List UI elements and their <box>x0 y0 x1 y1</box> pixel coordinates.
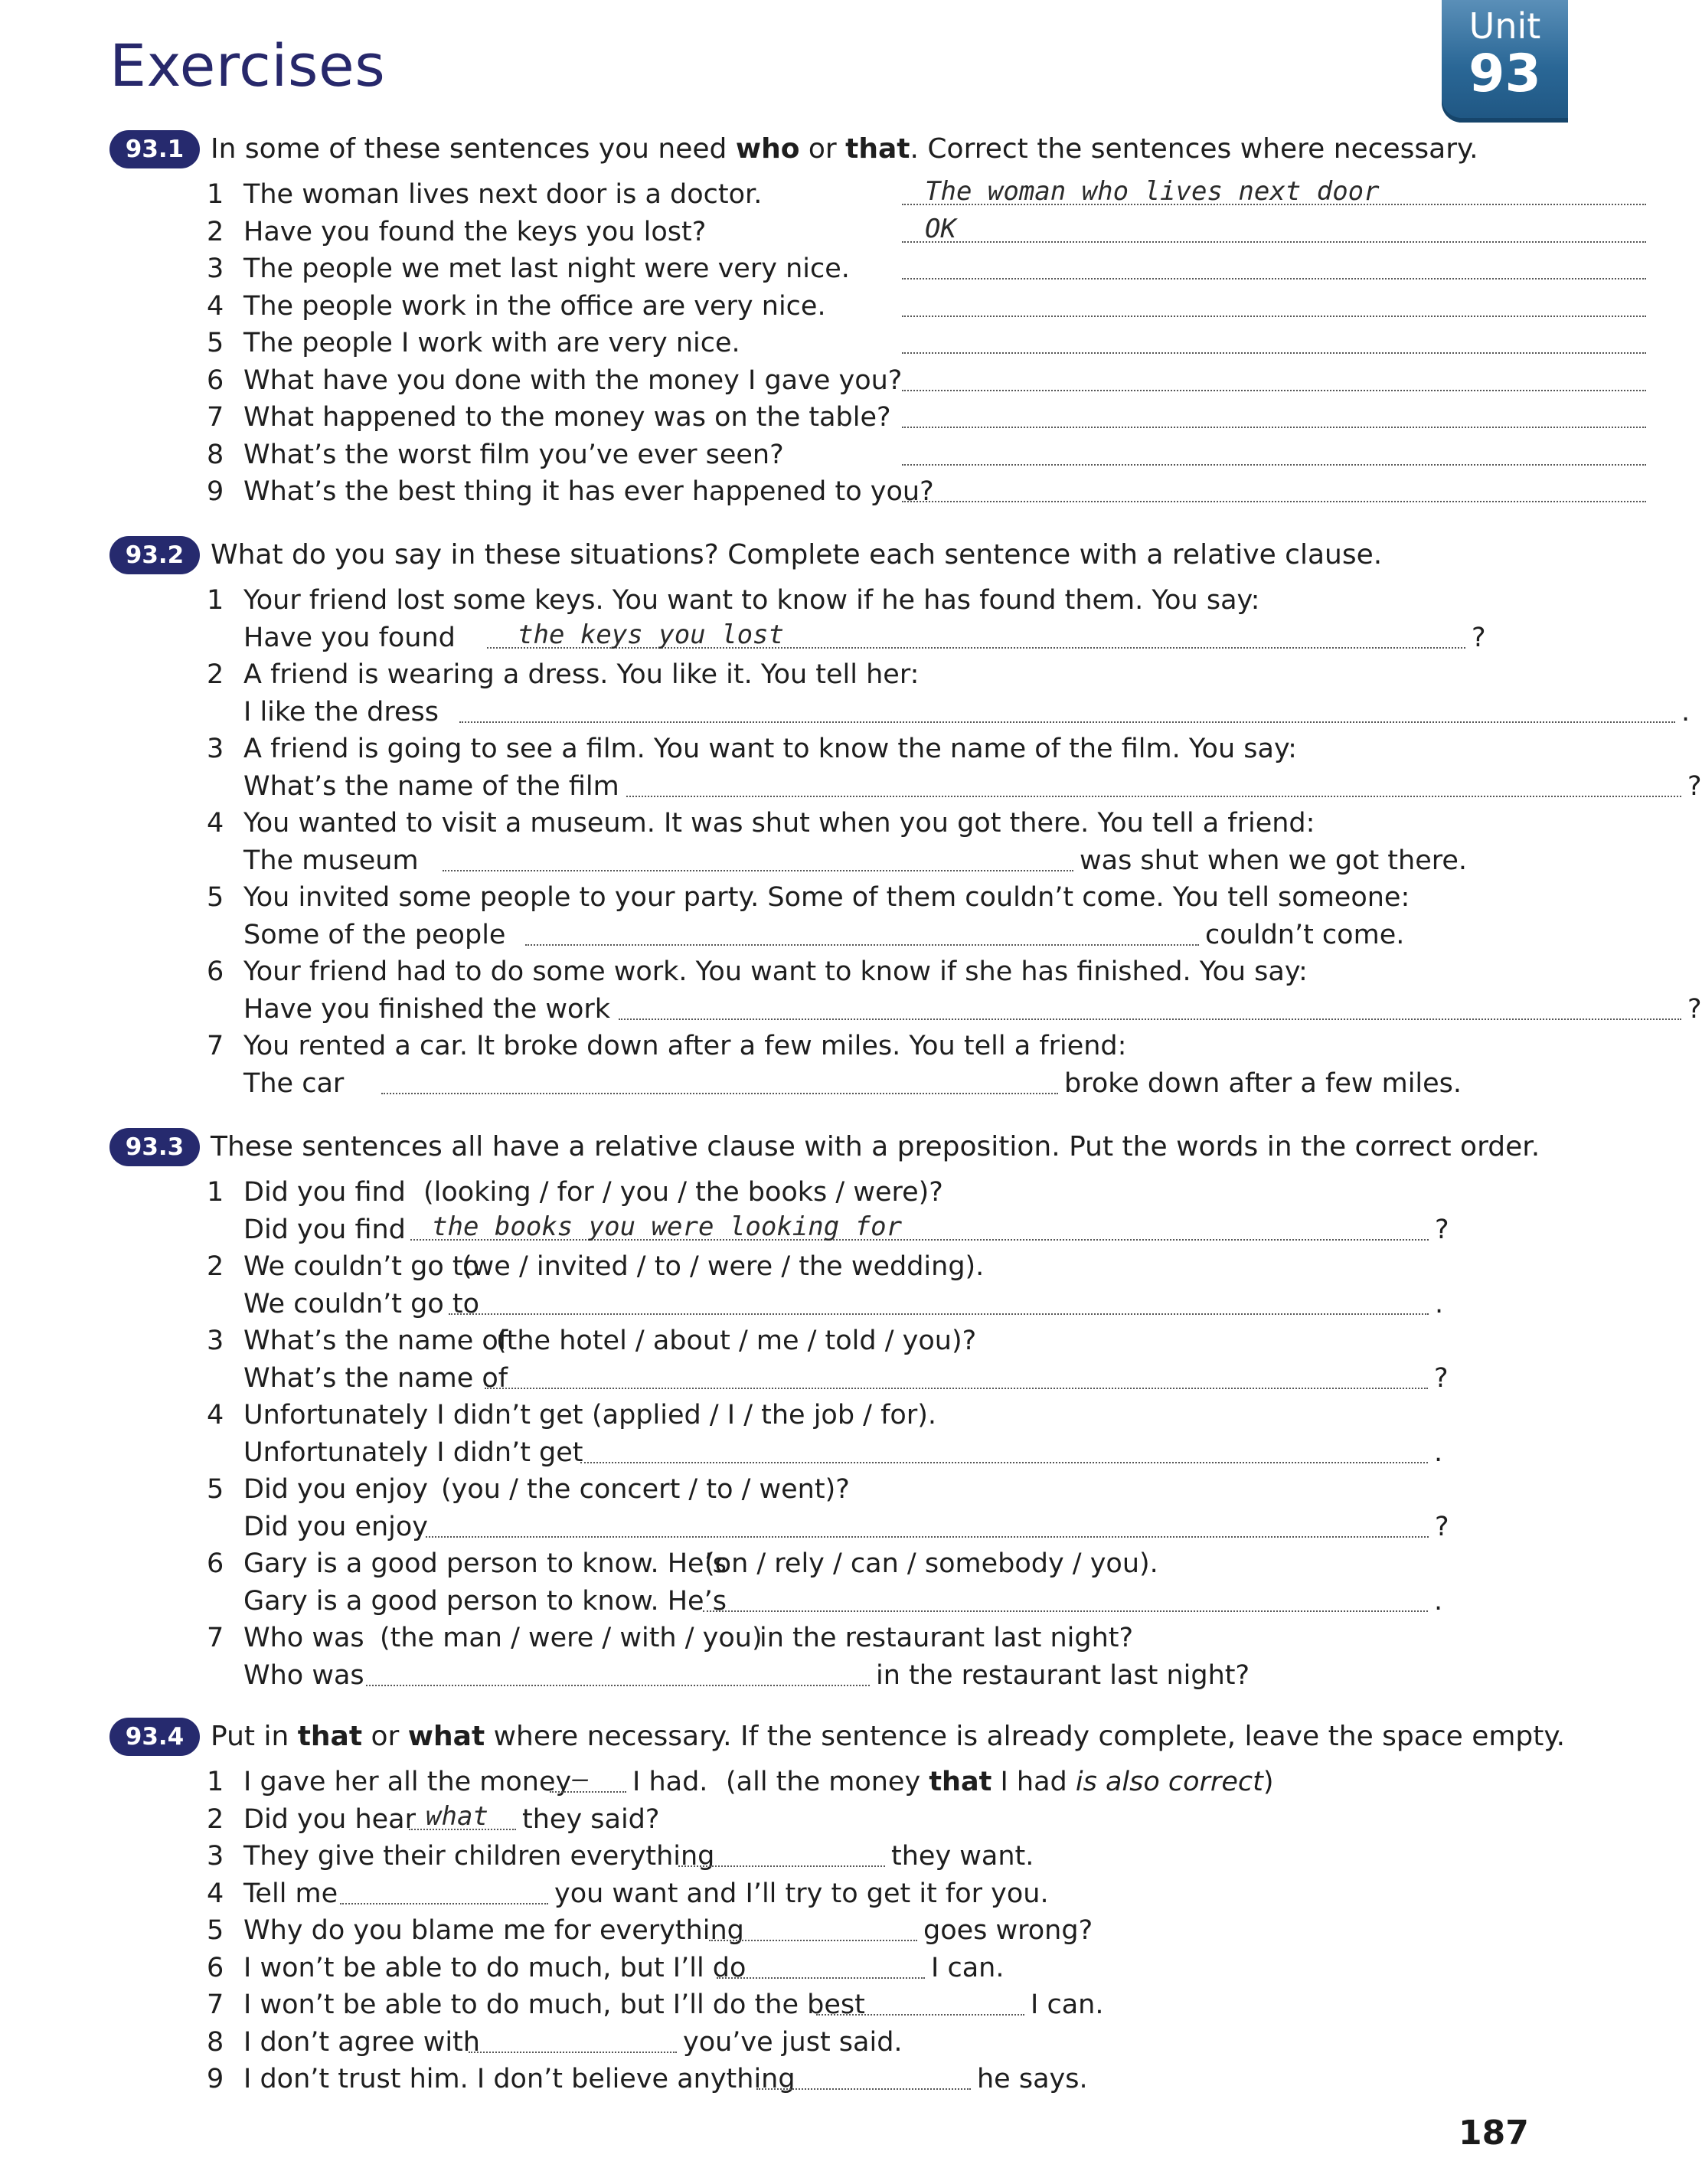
answer-line[interactable] <box>902 178 1646 205</box>
word-list: (the hotel / about / me / told / you)? <box>496 1326 977 1356</box>
sentence-start: I like the dress <box>243 696 439 727</box>
exercise-item <box>207 1248 1547 1285</box>
answer-line[interactable] <box>550 1765 626 1793</box>
answer-line[interactable] <box>459 695 1675 723</box>
exercise-item <box>207 953 1547 990</box>
word-list: (we / invited / to / were / the wedding). <box>462 1251 985 1282</box>
item-prompt: Gary is a good person to know. He’s <box>243 1548 727 1579</box>
answer-line[interactable] <box>619 992 1681 1020</box>
answer-line[interactable] <box>366 1659 870 1686</box>
sentence-before: I won’t be able to do much, but I’ll do <box>243 1952 746 1983</box>
sentence-after: they want. <box>891 1841 1034 1872</box>
sentence-start: What’s the name of <box>243 1362 508 1394</box>
note-text: (all the money <box>726 1767 929 1797</box>
answer-line[interactable] <box>381 1067 1058 1094</box>
sentence-start: We couldn’t go to <box>243 1288 480 1319</box>
exercise-instruction: Put in that or what where necessary. If the sentence is already complete, leave the space empty. <box>211 1721 1566 1752</box>
answer-line[interactable] <box>340 1877 548 1904</box>
exercise-item <box>207 362 1547 399</box>
completion-line <box>207 1434 1547 1471</box>
answer-line[interactable] <box>816 1988 1024 2016</box>
item-sentence: What’s the best thing it has ever happened to you? <box>243 476 934 507</box>
exercise-item <box>207 176 1547 213</box>
exercise-item <box>207 805 1547 842</box>
item-number: 5 <box>207 328 224 358</box>
answer-line[interactable] <box>756 2062 971 2090</box>
item-number: 5 <box>207 1474 224 1505</box>
item-number: 4 <box>207 1878 224 1909</box>
item-prompt: Did you enjoy <box>243 1474 429 1505</box>
sentence-before: Why do you blame me for everything <box>243 1915 744 1946</box>
answer-line[interactable] <box>902 252 1646 280</box>
item-number: 6 <box>207 956 224 987</box>
exercise-item <box>207 656 1547 693</box>
sentence-start: Gary is a good person to know. He’s <box>243 1585 727 1617</box>
item-situation: You rented a car. It broke down after a few miles. You tell a friend: <box>243 1031 1127 1061</box>
completion-line <box>207 991 1702 1028</box>
item-number: 8 <box>207 439 224 470</box>
answer-line[interactable] <box>626 770 1681 797</box>
exercise-item <box>207 731 1547 767</box>
note-keyword: that <box>929 1767 992 1797</box>
sentence-after: I had. <box>632 1767 708 1797</box>
sentence-end: in the restaurant last night? <box>876 1659 1250 1691</box>
completion-line <box>207 1065 1547 1102</box>
item-sentence: What happened to the money was on the table? <box>243 402 891 433</box>
exercise-item <box>207 2024 1547 2061</box>
item-sentence: The people we met last night were very nice. <box>243 253 850 284</box>
exercise-badge: 93.2 <box>109 536 200 574</box>
item-prompt: What’s the name of <box>243 1326 508 1356</box>
answer-text: what <box>426 1800 488 1832</box>
sentence-start: Some of the people <box>243 919 506 950</box>
sentence-start: The museum <box>243 845 419 876</box>
item-situation: You invited some people to your party. Some of them couldn’t come. You tell someone: <box>243 882 1410 913</box>
sentence-end: ? <box>1434 1362 1449 1394</box>
item-situation: Your friend lost some keys. You want to know if he has found them. You say: <box>243 585 1260 616</box>
item-number: 7 <box>207 402 224 433</box>
sentence-start: What’s the name of the film <box>243 770 619 802</box>
item-number: 2 <box>207 216 224 247</box>
exercise-item <box>207 250 1547 287</box>
item-sentence: The people I work with are very nice. <box>243 328 740 358</box>
item-number: 8 <box>207 2026 224 2058</box>
exercise-item <box>207 879 1547 916</box>
item-number: 1 <box>207 585 224 616</box>
answer-line[interactable] <box>487 621 1465 649</box>
sentence-end: . <box>1434 1585 1443 1617</box>
sentence-end: ? <box>1435 1214 1449 1245</box>
answer-line[interactable] <box>525 918 1199 946</box>
answer-text: The woman who lives next door <box>925 176 1380 207</box>
exercise-item <box>207 1764 1547 1800</box>
completion-line <box>207 1360 1547 1397</box>
sentence-end: . <box>1435 1288 1444 1319</box>
item-number: 7 <box>207 1623 224 1653</box>
item-sentence: Have you found the keys you lost? <box>243 216 707 247</box>
sentence-after: goes wrong? <box>923 1915 1093 1946</box>
answer-text: – <box>573 1764 589 1794</box>
sentence-end: ? <box>1687 770 1702 802</box>
sentence-before: I gave her all the money <box>243 1767 572 1797</box>
item-situation: A friend is going to see a film. You want to know the name of the film. You say: <box>243 734 1297 764</box>
item-sentence: What have you done with the money I gave you? <box>243 365 903 396</box>
item-sentence: The woman lives next door is a doctor. <box>243 179 763 210</box>
sentence-end: ? <box>1687 993 1702 1025</box>
answer-line[interactable] <box>443 844 1073 871</box>
item-number: 2 <box>207 659 224 690</box>
item-number: 3 <box>207 734 224 764</box>
unit-label: Unit <box>1468 5 1541 47</box>
sentence-start: Have you found <box>243 622 456 653</box>
sentence-end: couldn’t come. <box>1205 919 1405 950</box>
item-situation: You wanted to visit a museum. It was shut when you got there. You tell a friend: <box>243 808 1315 839</box>
item-number: 7 <box>207 1989 224 2020</box>
exercise-item <box>207 1322 1547 1359</box>
prompt-end: in the restaurant last night? <box>760 1623 1134 1653</box>
completion-line <box>207 694 1691 731</box>
sentence-start: The car <box>243 1067 345 1099</box>
item-number: 5 <box>207 882 224 913</box>
answer-line[interactable] <box>703 1584 1428 1612</box>
unit-number: 93 <box>1468 44 1541 104</box>
answer-line[interactable] <box>902 401 1646 428</box>
answer-text: the keys you lost <box>518 619 784 650</box>
exercise-item <box>207 1545 1547 1582</box>
item-prompt: We couldn’t go to <box>243 1251 480 1282</box>
word-list: (on / rely / can / somebody / you). <box>704 1548 1158 1579</box>
item-number: 4 <box>207 1400 224 1430</box>
exercise-item <box>207 325 1547 361</box>
word-list: (the man / were / with / you) <box>380 1623 763 1653</box>
item-number: 7 <box>207 1031 224 1061</box>
exercise-item <box>207 214 1547 250</box>
sentence-end: ? <box>1472 622 1486 653</box>
exercise-item <box>207 1620 1547 1656</box>
answer-line[interactable] <box>902 364 1646 391</box>
item-number: 2 <box>207 1251 224 1282</box>
item-prompt: Unfortunately I didn’t get <box>243 1400 583 1430</box>
exercise-item <box>207 473 1547 510</box>
sentence-after: you’ve just said. <box>683 2026 903 2058</box>
item-situation: Your friend had to do some work. You want to know if she has finished. You say: <box>243 956 1308 987</box>
sentence-start: Did you enjoy <box>243 1511 429 1542</box>
item-situation: A friend is wearing a dress. You like it. You tell her: <box>243 659 920 690</box>
item-number: 3 <box>207 1326 224 1356</box>
example-note <box>726 1764 1273 1800</box>
sentence-after: I can. <box>1031 1989 1104 2020</box>
sentence-before: I don’t trust him. I don’t believe anything <box>243 2064 795 2094</box>
completion-line <box>207 620 1547 656</box>
sentence-before: I don’t agree with <box>243 2026 480 2058</box>
sentence-end: broke down after a few miles. <box>1064 1067 1462 1099</box>
exercise-instruction: These sentences all have a relative clause with a preposition. Put the words in the correct order. <box>211 1131 1540 1162</box>
sentence-after: you want and I’ll try to get it for you. <box>554 1878 1049 1909</box>
item-number: 9 <box>207 2064 224 2094</box>
completion-line <box>207 842 1547 879</box>
item-number: 6 <box>207 365 224 396</box>
answer-line[interactable] <box>709 1914 917 1941</box>
completion-line <box>207 1657 1547 1694</box>
note-text: I had <box>991 1767 1076 1797</box>
sentence-after: he says. <box>977 2064 1088 2094</box>
completion-line <box>207 1211 1547 1248</box>
completion-line <box>207 917 1547 953</box>
exercise-item <box>207 1950 1547 1986</box>
note-text: ) <box>1263 1767 1274 1797</box>
item-number: 4 <box>207 290 224 322</box>
item-number: 3 <box>207 253 224 284</box>
answer-line[interactable] <box>409 1800 516 1832</box>
item-number: 6 <box>207 1952 224 1983</box>
answer-line[interactable] <box>902 326 1646 354</box>
exercise-instruction: In some of these sentences you need who or that. Correct the sentences where necessary. <box>211 133 1478 165</box>
sentence-end: . <box>1434 1437 1443 1468</box>
sentence-start: Who was <box>243 1659 364 1691</box>
answer-text: the books you were looking for <box>432 1211 903 1242</box>
item-number: 3 <box>207 1841 224 1872</box>
exercise-item <box>207 1912 1547 1949</box>
answer-line[interactable] <box>426 1510 1429 1538</box>
word-list: (applied / I / the job / for). <box>592 1400 937 1430</box>
sentence-end: was shut when we got there. <box>1080 845 1468 876</box>
page-title: Exercises <box>109 31 386 100</box>
page-number: 187 <box>1459 2114 1529 2153</box>
exercise-item <box>207 288 1547 325</box>
item-prompt: Did you find <box>243 1177 406 1208</box>
unit-tab <box>1442 0 1568 123</box>
item-number: 4 <box>207 808 224 839</box>
exercise-badge: 93.3 <box>109 1128 200 1166</box>
sentence-before: They give their children everything <box>243 1841 715 1872</box>
exercise-item <box>207 1174 1547 1211</box>
answer-line[interactable] <box>902 215 1646 243</box>
answer-line[interactable] <box>410 1213 1429 1241</box>
item-number: 1 <box>207 179 224 210</box>
answer-text: OK <box>925 213 956 244</box>
exercise-item <box>207 1875 1547 1912</box>
sentence-after: I can. <box>931 1952 1005 1983</box>
exercise-badge: 93.4 <box>109 1718 200 1756</box>
item-number: 6 <box>207 1548 224 1579</box>
exercise-item <box>207 582 1547 619</box>
exercise-item <box>207 1801 1547 1838</box>
completion-line <box>207 1286 1547 1322</box>
item-number: 2 <box>207 1803 224 1835</box>
exercise-item <box>207 399 1547 436</box>
exercise-item <box>207 2061 1547 2097</box>
item-sentence: The people work in the office are very nice. <box>243 290 826 322</box>
answer-line[interactable] <box>902 438 1646 466</box>
sentence-after: they said? <box>522 1803 660 1835</box>
answer-line[interactable] <box>678 1839 885 1867</box>
sentence-start: Did you find <box>243 1214 406 1245</box>
item-number: 5 <box>207 1915 224 1946</box>
exercise-instruction: What do you say in these situations? Complete each sentence with a relative clause. <box>211 539 1383 571</box>
sentence-before: Did you hear <box>243 1803 417 1835</box>
answer-line[interactable] <box>469 2025 677 2053</box>
word-list: (looking / for / you / the books / were)? <box>423 1177 943 1208</box>
sentence-before: I won’t be able to do much, but I’ll do the best <box>243 1989 865 2020</box>
item-number: 1 <box>207 1767 224 1797</box>
item-prompt: Who was <box>243 1623 364 1653</box>
completion-line <box>207 768 1702 805</box>
exercise-item <box>207 1397 1547 1434</box>
item-sentence: What’s the worst film you’ve ever seen? <box>243 439 784 470</box>
item-number: 9 <box>207 476 224 507</box>
word-list: (you / the concert / to / went)? <box>441 1474 850 1505</box>
sentence-end: ? <box>1435 1511 1449 1542</box>
answer-line[interactable] <box>485 1362 1428 1389</box>
exercise-item <box>207 1986 1547 2023</box>
sentence-start: Have you finished the work <box>243 993 611 1025</box>
completion-line <box>207 1583 1547 1620</box>
note-italic: is also correct <box>1075 1767 1263 1797</box>
answer-line[interactable] <box>580 1436 1428 1463</box>
exercise-badge: 93.1 <box>109 130 200 168</box>
answer-line[interactable] <box>902 475 1646 502</box>
answer-line[interactable] <box>717 1951 925 1979</box>
exercise-item <box>207 1838 1547 1875</box>
sentence-before: Tell me <box>243 1878 338 1909</box>
sentence-end: . <box>1681 696 1691 727</box>
sentence-start: Unfortunately I didn’t get <box>243 1437 583 1468</box>
answer-line[interactable] <box>902 289 1646 317</box>
exercise-item <box>207 1471 1547 1508</box>
answer-line[interactable] <box>449 1287 1429 1315</box>
item-number: 1 <box>207 1177 224 1208</box>
completion-line <box>207 1509 1547 1545</box>
exercise-item <box>207 436 1547 473</box>
exercise-item <box>207 1028 1547 1064</box>
